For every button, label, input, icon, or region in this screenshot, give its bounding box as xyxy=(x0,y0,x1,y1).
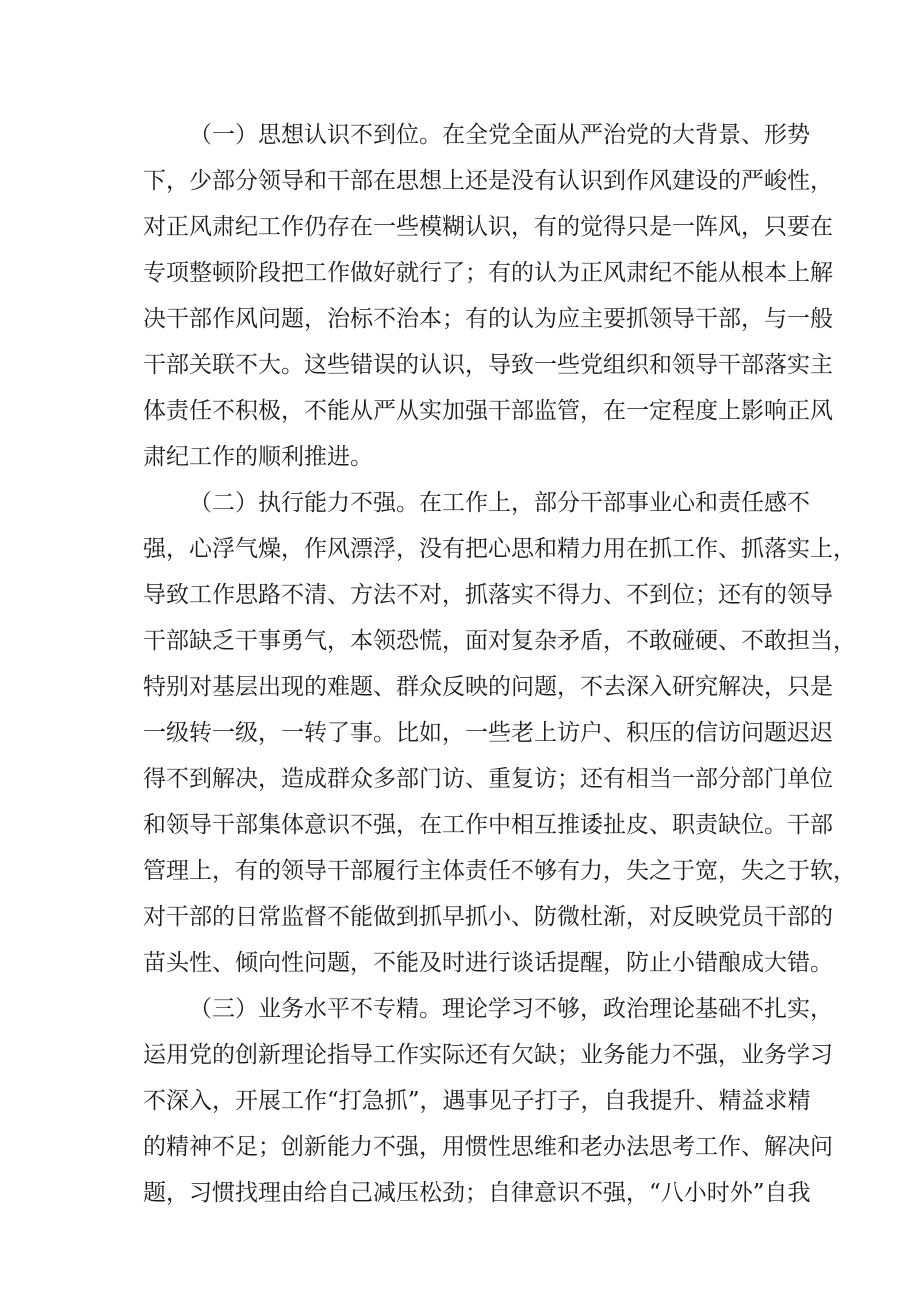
text-line: 体责任不积极，不能从严从实加强干部监管，在一定程度上影响正风 xyxy=(143,398,833,424)
paragraph-3 xyxy=(143,986,833,1216)
text-line: 运用党的创新理论指导工作实际还有欠缺；业务能力不强，业务学习 xyxy=(143,1042,833,1068)
text-line: 苗头性、倾向性问题，不能及时进行谈话提醒，防止小错酿成大错。 xyxy=(143,950,833,976)
text-line: 对干部的日常监督不能做到抓早抓小、防微杜渐，对反映党员干部的 xyxy=(143,904,833,930)
text-line: （一）思想认识不到位。在全党全面从严治党的大背景、形势 xyxy=(189,122,810,148)
text-line: 得不到解决，造成群众多部门访、重复访；还有相当一部分部门单位 xyxy=(143,766,833,792)
text-line: 导致工作思路不清、方法不对，抓落实不得力、不到位；还有的领导 xyxy=(143,582,833,608)
text-line: 的精神不足；创新能力不强，用惯性思维和老办法思考工作、解决问 xyxy=(143,1134,833,1160)
text-line: 一级转一级，一转了事。比如，一些老上访户、积压的信访问题迟迟 xyxy=(143,720,833,746)
text-line: 专项整顿阶段把工作做好就行了；有的认为正风肃纪不能从根本上解 xyxy=(143,260,833,286)
text-line: 对正风肃纪工作仍存在一些模糊认识，有的觉得只是一阵风，只要在 xyxy=(143,214,833,240)
text-line: 题，习惯找理由给自己减压松劲；自律意识不强，“八小时外”自我 xyxy=(143,1180,811,1206)
text-line: （三）业务水平不专精。理论学习不够，政治理论基础不扎实， xyxy=(189,996,833,1022)
text-line: 干部缺乏干事勇气，本领恐慌，面对复杂矛盾，不敢碰硬、不敢担当， xyxy=(143,628,856,654)
text-line: 肃纪工作的顺利推进。 xyxy=(143,444,373,470)
text-line: 决干部作风问题，治标不治本；有的认为应主要抓领导干部，与一般 xyxy=(143,306,833,332)
text-line: 特别对基层出现的难题、群众反映的问题，不去深入研究解决，只是 xyxy=(143,674,833,700)
text-line: （二）执行能力不强。在工作上，部分干部事业心和责任感不 xyxy=(189,490,810,516)
text-line: 不深入，开展工作“打急抓”，遇事见子打子，自我提升、精益求精 xyxy=(143,1088,811,1114)
text-line: 下，少部分领导和干部在思想上还是没有认识到作风建设的严峻性， xyxy=(143,168,833,194)
text-line: 和领导干部集体意识不强，在工作中相互推诿扯皮、职责缺位。干部 xyxy=(143,812,833,838)
text-line: 干部关联不大。这些错误的认识，导致一些党组织和领导干部落实主 xyxy=(143,352,833,378)
text-line: 强，心浮气燥，作风漂浮，没有把心思和精力用在抓工作、抓落实上， xyxy=(143,536,856,562)
paragraph-1 xyxy=(143,112,833,480)
document-body xyxy=(143,112,856,1216)
paragraph-2 xyxy=(143,480,856,986)
text-line: 管理上，有的领导干部履行主体责任不够有力，失之于宽，失之于软， xyxy=(143,858,856,884)
